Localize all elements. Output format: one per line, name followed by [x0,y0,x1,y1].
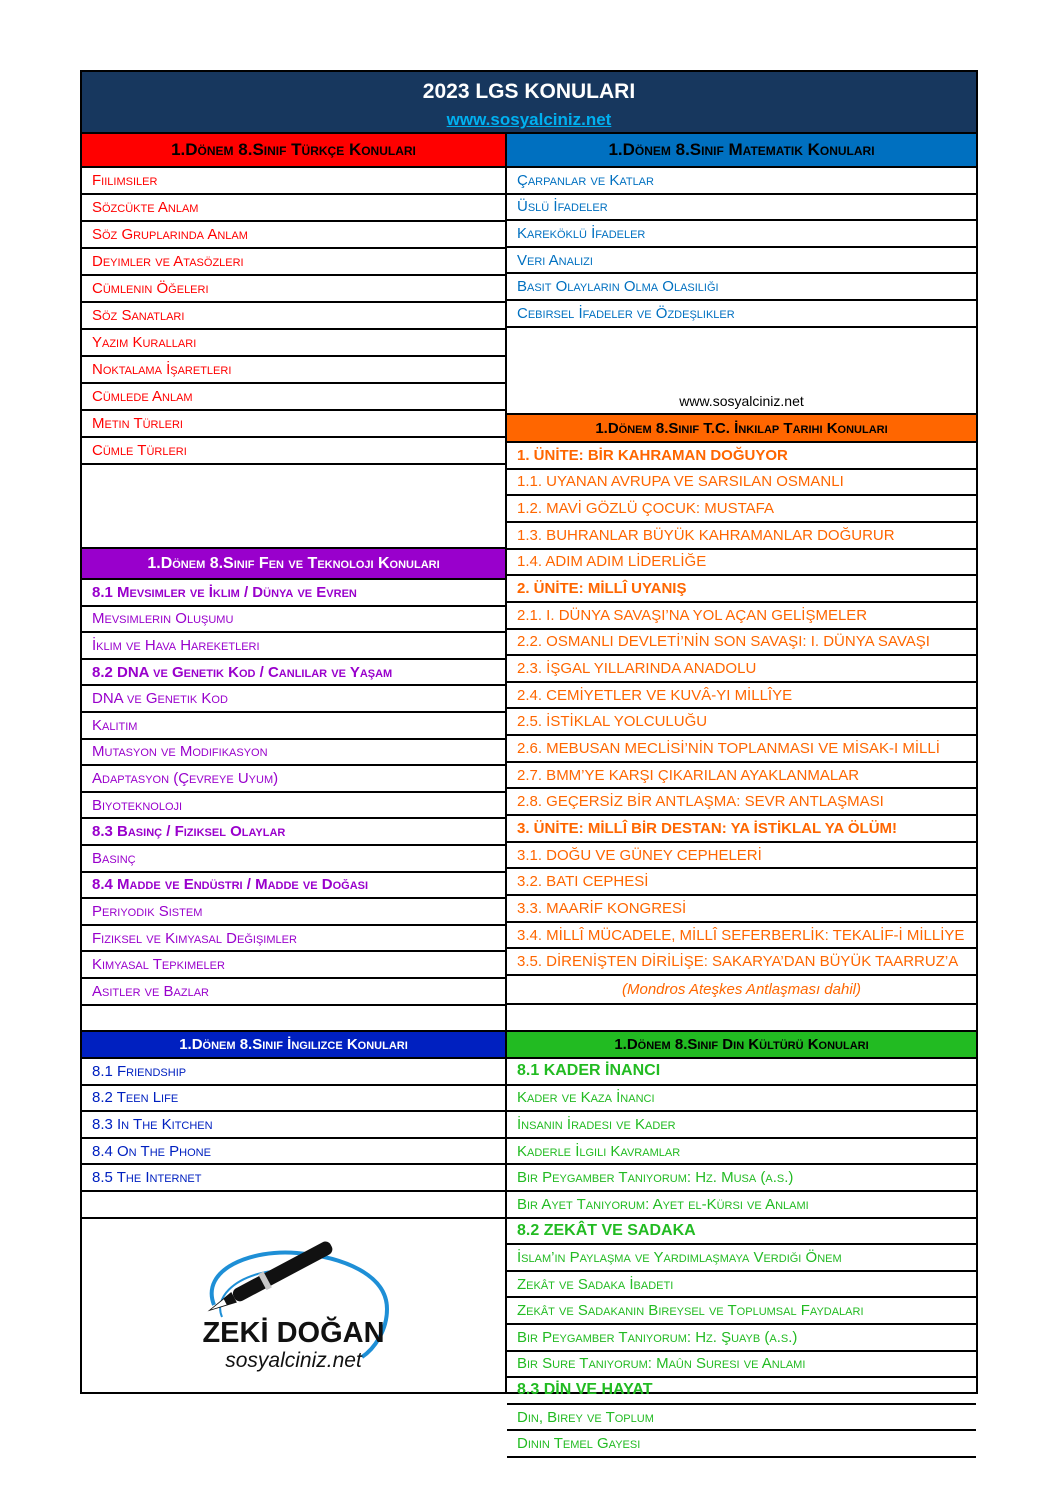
inkilap-item: 2.3. İŞGAL YILLARINDA ANADOLU [507,656,976,683]
fen-item: Fiziksel ve Kimyasal Değişimler [82,926,505,953]
turkce-item: Cümle Türleri [82,438,505,465]
din-item: Zekât ve Sadaka İbadeti [507,1272,976,1299]
inkilap-item: 3.3. MAARİF KONGRESİ [507,896,976,923]
fen-item: İklim ve Hava Hareketleri [82,633,505,660]
ingilizce-item: 8.1 Friendship [82,1059,505,1086]
inkilap-item: 2.7. BMM’YE KARŞI ÇIKARILAN AYAKLANMALAR [507,763,976,790]
matematik-item: Basit Olayların Olma Olasılığı [507,274,976,301]
left-column [82,134,507,1392]
fen-item: Basınç [82,846,505,873]
din-item: 8.1 KADER İNANCI [507,1059,976,1086]
fen-item: DNA ve Genetik Kod [82,686,505,713]
inkilap-item: 1.2. MAVİ GÖZLÜ ÇOCUK: MUSTAFA [507,496,976,523]
matematik-item: Çarpanlar ve Katlar [507,168,976,195]
logo-site: sosyalciniz.net [225,1349,362,1372]
turkce-item: Deyimler ve Atasözleri [82,249,505,276]
ingilizce-heading: 1.Dönem 8.Sınıf İngilizce Konuları [82,1032,505,1059]
inkilap-item: 2.2. OSMANLI DEVLETİ’NİN SON SAVAŞI: I. DÜNYA SAVAŞI [507,630,976,657]
matematik-item: Üslü İfadeler [507,195,976,222]
author-logo [82,1219,505,1392]
inkilap-item: 2.6. MEBUSAN MECLİSİ’NİN TOPLANMASI VE MİSAK-I MİLLİ [507,736,976,763]
din-heading: 1.Dönem 8.Sınıf Din Kültürü Konuları [507,1032,976,1059]
ingilizce-item: 8.3 In The Kitchen [82,1112,505,1139]
turkce-item: Fiilimsiler [82,168,505,195]
inkilap-item: 2.5. İSTİKLAL YOLCULUĞU [507,710,976,737]
fen-item: 8.4 Madde ve Endüstri / Madde ve Doğası [82,873,505,900]
ingilizce-item: 8.5 The Internet [82,1165,505,1192]
site-link[interactable]: www.sosyalciniz.net [446,110,612,129]
turkce-item: Noktalama İşaretleri [82,357,505,384]
inkilap-item: 3.5. DİRENİŞTEN DİRİLİŞE: SAKARYA’DAN BÜYÜK TAARRUZ’A [507,949,976,976]
fen-item: 8.3 Basınç / Fiziksel Olaylar [82,819,505,846]
page-header [82,72,976,134]
ingilizce-item: 8.4 On The Phone [82,1139,505,1166]
fen-item: Mutasyon ve Modifikasyon [82,740,505,767]
fen-item: Asitler ve Bazlar [82,979,505,1006]
empty-row [82,522,505,549]
inkilap-item: 1. ÜNİTE: BİR KAHRAMAN DOĞUYOR [507,443,976,470]
matematik-item: Cebirsel İfadeler ve Özdeşlikler [507,301,976,328]
fen-item: Kimyasal Tepkimeler [82,952,505,979]
turkce-item: Söz Sanatları [82,303,505,330]
lgs-topics-sheet [80,70,978,1453]
right-column [507,134,976,1453]
empty-row [82,1192,505,1219]
din-item: Din, Birey ve Toplum [507,1405,976,1432]
din-item: Bir Peygamber Tanıyorum: Hz. Şuayb (a.s.) [507,1325,976,1352]
inkilap-item: 3. ÜNİTE: MİLLÎ BİR DESTAN: YA İSTİKLAL YA ÖLÜM! [507,816,976,843]
turkce-heading: 1.Dönem 8.Sınıf Türkçe Konuları [82,134,505,168]
inkilap-note: (Mondros Ateşkes Antlaşması dahil) [507,976,976,1005]
inkilap-item: 2. ÜNİTE: MİLLÎ UYANIŞ [507,576,976,603]
empty-row [82,1005,505,1032]
logo-name: ZEKİ DOĞAN [202,1317,385,1349]
din-item: Kaderle İlgili Kavramlar [507,1139,976,1166]
din-item: Bir Ayet Tanıyorum: Ayet el-Kürsi ve Anlamı [507,1192,976,1219]
inkilap-item: 3.4. MİLLÎ MÜCADELE, MİLLÎ SEFERBERLİK: TEKALİF-İ MİLLİYE [507,923,976,950]
din-item: Bir Peygamber Tanıyorum: Hz. Musa (a.s.) [507,1165,976,1192]
inkilap-item: 1.1. UYANAN AVRUPA VE SARSILAN OSMANLI [507,470,976,497]
fen-item: 8.2 DNA ve Genetik Kod / Canlılar ve Yaşam [82,660,505,687]
fen-item: Adaptasyon (Çevreye Uyum) [82,766,505,793]
matematik-heading: 1.Dönem 8.Sınıf Matematik Konuları [507,134,976,168]
fen-item: Periyodik Sistem [82,899,505,926]
din-item: İnsanın İradesi ve Kader [507,1112,976,1139]
din-item: İslam’ın Paylaşma ve Yardımlaşmaya Verdiği Önem [507,1245,976,1272]
din-item: 8.2 ZEKÂT VE SADAKA [507,1219,976,1246]
turkce-item: Sözcükte Anlam [82,195,505,222]
din-item: Kader ve Kaza İnancı [507,1086,976,1113]
inkilap-item: 2.1. I. DÜNYA SAVAŞI’NA YOL AÇAN GELİŞMELER [507,603,976,630]
matematik-item: Kareköklü İfadeler [507,221,976,248]
page-title: 2023 LGS KONULARI [422,80,636,103]
fen-item: Kalıtım [82,713,505,740]
inkilap-item: 3.1. DOĞU VE GÜNEY CEPHELERİ [507,843,976,870]
turkce-item: Metin Türleri [82,411,505,438]
turkce-item: Cümlenin Öğeleri [82,276,505,303]
empty-row [507,1005,976,1032]
fen-item: Biyoteknoloji [82,793,505,820]
din-item: Bir Sure Tanıyorum: Maûn Suresi ve Anlamı [507,1352,976,1379]
inkilap-item: 1.4. ADIM ADIM LİDERLİĞE [507,550,976,577]
matematik-item: Veri Analizi [507,248,976,275]
fen-item: 8.1 Mevsimler ve İklim / Dünya ve Evren [82,580,505,607]
din-item: Dinin Temel Gayesi [507,1431,976,1458]
inkilap-item: 3.2. BATI CEPHESİ [507,869,976,896]
inkilap-item: 2.8. GEÇERSİZ BİR ANTLAŞMA: SEVR ANTLAŞMASI [507,789,976,816]
watermark-row: www.sosyalciniz.net [507,388,976,415]
inkilap-item: 1.3. BUHRANLAR BÜYÜK KAHRAMANLAR DOĞURUR [507,523,976,550]
fen-heading: 1.Dönem 8.Sınıf Fen ve Teknoloji Konuları [82,549,505,580]
inkilap-heading: 1.Dönem 8.Sınıf T.C. İnkılap Tarihi Konuları [507,415,976,443]
turkce-item: Yazım Kuralları [82,330,505,357]
ingilizce-item: 8.2 Teen Life [82,1086,505,1113]
turkce-item: Söz Gruplarında Anlam [82,222,505,249]
inkilap-item: 2.4. CEMİYETLER VE KUVÂ-YI MİLLÎYE [507,683,976,710]
fen-item: Mevsimlerin Oluşumu [82,607,505,634]
din-item: 8.3 DİN VE HAYAT [507,1378,976,1405]
din-item: Zekât ve Sadakanın Bireysel ve Toplumsal Faydaları [507,1298,976,1325]
turkce-item: Cümlede Anlam [82,384,505,411]
